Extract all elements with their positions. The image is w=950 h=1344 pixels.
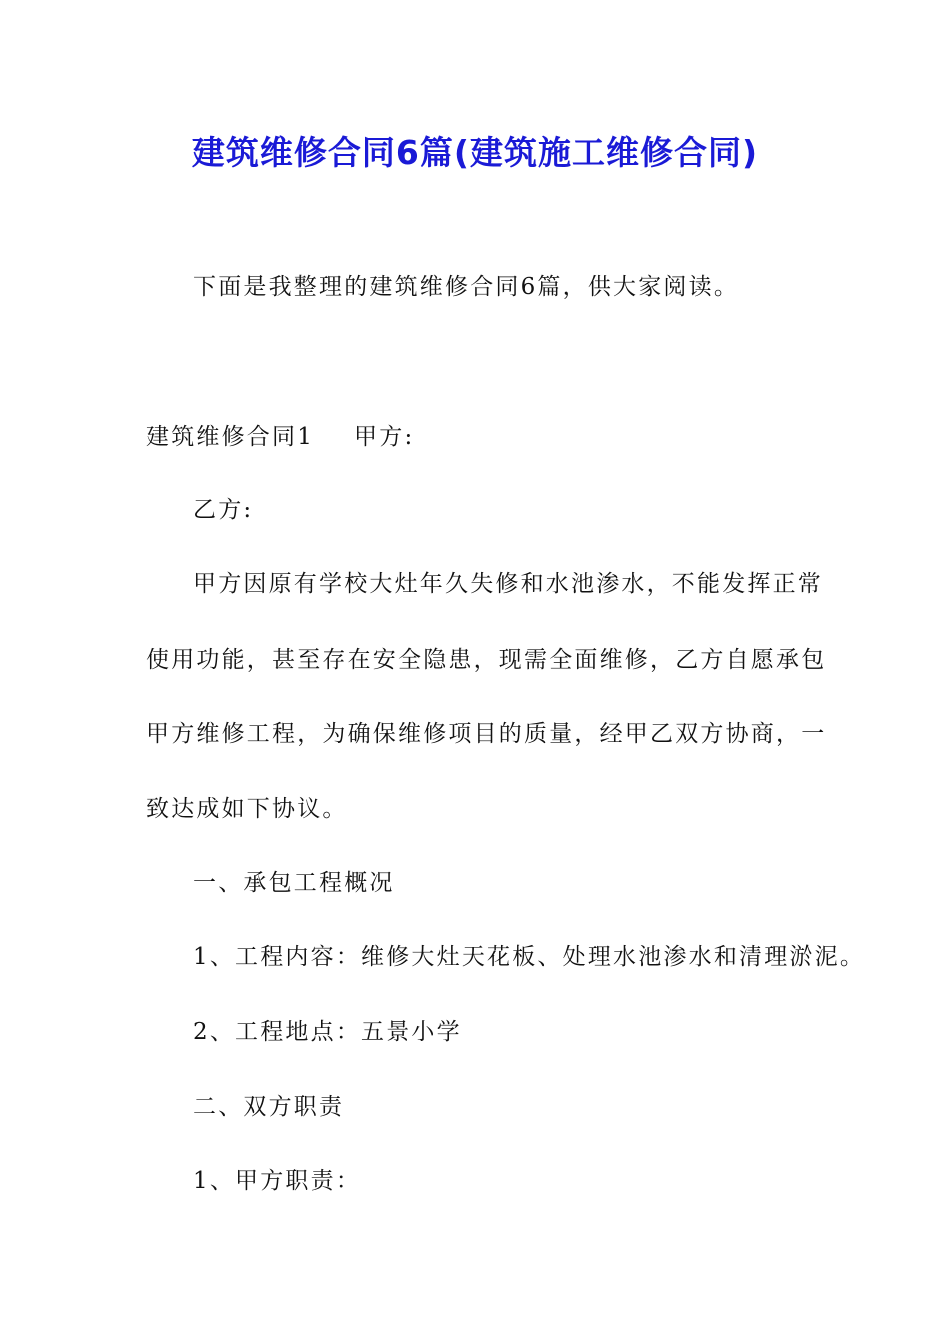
document-title: 建筑维修合同6篇(建筑施工维修合同) xyxy=(191,133,759,172)
paragraph-line: 甲方维修工程，为确保维修项目的质量，经甲乙双方协商，一 xyxy=(146,721,827,747)
clause-heading: 二、双方职责 xyxy=(193,1094,345,1120)
party-b-label: 乙方: xyxy=(193,497,254,523)
paragraph-line: 致达成如下协议。 xyxy=(146,796,348,822)
paragraph-line: 甲方因原有学校大灶年久失修和水池渗水，不能发挥正常 xyxy=(193,571,823,597)
section-heading: 建筑维修合同1 xyxy=(146,424,315,450)
clause-item: 2、工程地点：五景小学 xyxy=(193,1019,462,1045)
clause-item: 1、工程内容：维修大灶天花板、处理水池渗水和清理淤泥。 xyxy=(193,944,866,970)
clause-heading: 一、承包工程概况 xyxy=(193,870,395,896)
intro-paragraph: 下面是我整理的建筑维修合同6篇，供大家阅读。 xyxy=(193,274,740,300)
clause-item: 1、甲方职责： xyxy=(193,1168,362,1194)
section-heading-row xyxy=(146,420,414,454)
party-a-label: 甲方: xyxy=(354,424,415,450)
paragraph-line: 使用功能，甚至存在安全隐患，现需全面维修，乙方自愿承包 xyxy=(146,647,827,673)
